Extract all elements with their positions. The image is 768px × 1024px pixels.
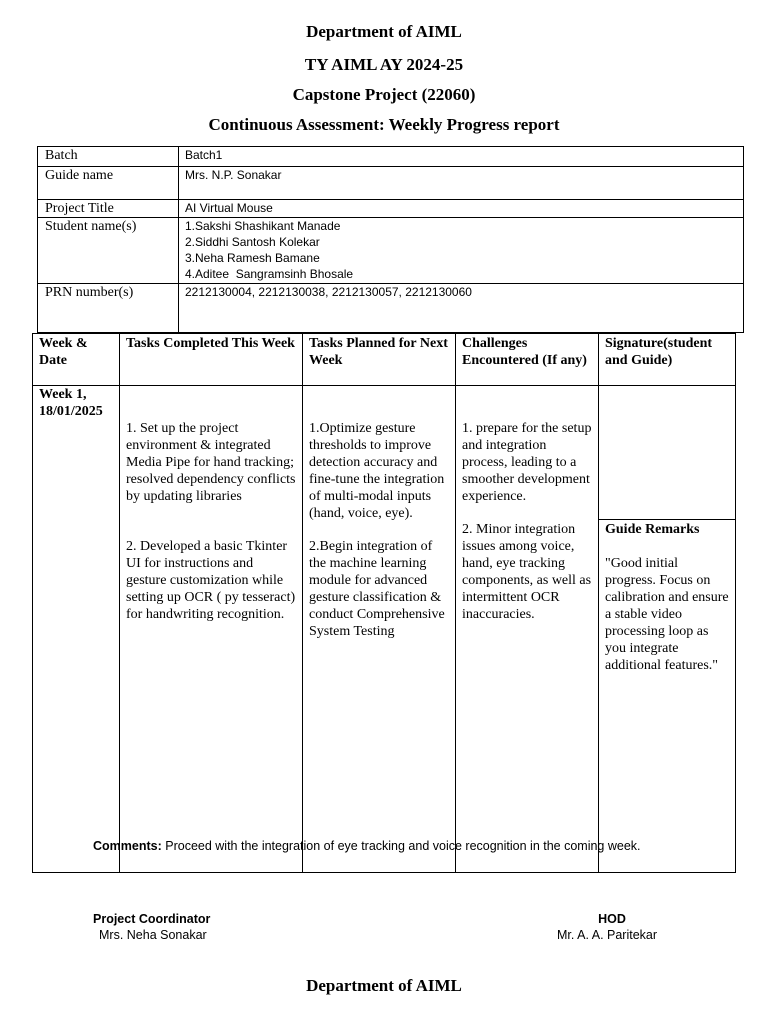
challenges-cell xyxy=(456,386,599,873)
comments-label: Comments: xyxy=(93,839,162,853)
title-label: Project Title xyxy=(38,200,179,218)
project-coordinator-signature xyxy=(93,911,210,943)
title-value: AI Virtual Mouse xyxy=(179,200,744,218)
hod-role: HOD xyxy=(598,912,626,926)
completed-task: 2. Developed a basic Tkinter UI for instructions and gesture customization while setting up OCR ( py tesseract) for handwriting recognition. xyxy=(126,539,296,622)
tasks-planned-cell xyxy=(303,386,456,873)
batch-label: Batch xyxy=(38,147,179,167)
comments-line xyxy=(93,839,641,853)
student-name: 3.Neha Ramesh Bamane xyxy=(185,251,320,265)
header-challenges: Challenges Encountered (If any) xyxy=(456,334,599,386)
student-name: 1.Sakshi Shashikant Manade xyxy=(185,219,341,233)
coordinator-name: Mrs. Neha Sonakar xyxy=(99,928,207,942)
students-list xyxy=(179,218,744,284)
challenge-item: 1. prepare for the setup and integration process, leading to a smoother development experience. xyxy=(462,421,592,504)
prn-label: PRN number(s) xyxy=(38,284,179,333)
header-tasks-completed: Tasks Completed This Week xyxy=(120,334,303,386)
tasks-completed-cell xyxy=(120,386,303,873)
weekly-progress-table xyxy=(32,333,736,873)
signature-area xyxy=(599,386,735,520)
hod-signature xyxy=(557,911,667,943)
guide-value: Mrs. N.P. Sonakar xyxy=(179,167,744,200)
coordinator-role: Project Coordinator xyxy=(93,912,211,926)
planned-task: 1.Optimize gesture thresholds to improve detection accuracy and fine-tune the integration of multi-modal inputs (hand, voice, eye). xyxy=(309,421,445,521)
comments-text: Proceed with the integration of eye tracking and voice recognition in the coming week. xyxy=(161,839,641,853)
student-name: 4.Aditee Sangramsinh Bhosale xyxy=(185,267,354,281)
header-tasks-planned: Tasks Planned for Next Week xyxy=(303,334,456,386)
project-info-table xyxy=(37,146,744,333)
report-title-heading: Continuous Assessment: Weekly Progress report xyxy=(208,115,560,134)
signature-cell xyxy=(599,386,736,873)
week-date-cell: Week 1, 18/01/2025 xyxy=(33,386,120,873)
student-name: 2.Siddhi Santosh Kolekar xyxy=(185,235,320,249)
students-label: Student name(s) xyxy=(38,218,179,284)
project-code-heading: Capstone Project (22060) xyxy=(292,85,476,104)
guide-label: Guide name xyxy=(38,167,179,200)
header-signature: Signature(student and Guide) xyxy=(599,334,736,386)
challenge-item: 2. Minor integration issues among voice, hand, eye tracking components, as well as intermittent OCR inaccuracies. xyxy=(462,522,592,622)
planned-task: 2.Begin integration of the machine learning module for advanced gesture classification & conduct Comprehensive System Testing xyxy=(309,539,445,639)
guide-remarks-text: "Good initial progress. Focus on calibration and ensure a stable video processing loop as you integrate additional features." xyxy=(605,556,729,673)
completed-task: 1. Set up the project environment & integrated Media Pipe for hand tracking; resolved dependency conflicts by updating libraries xyxy=(126,421,296,504)
prn-value: 2212130004, 2212130038, 2212130057, 2212130060 xyxy=(179,284,744,333)
department-heading: Department of AIML xyxy=(306,22,462,41)
hod-name: Mr. A. A. Paritekar xyxy=(557,928,658,942)
academic-year-heading: TY AIML AY 2024-25 xyxy=(304,55,464,74)
header-week-date: Week & Date xyxy=(33,334,120,386)
guide-remarks-title: Guide Remarks xyxy=(605,522,700,537)
footer-department-heading: Department of AIML xyxy=(306,976,462,995)
batch-value: Batch1 xyxy=(179,147,744,167)
